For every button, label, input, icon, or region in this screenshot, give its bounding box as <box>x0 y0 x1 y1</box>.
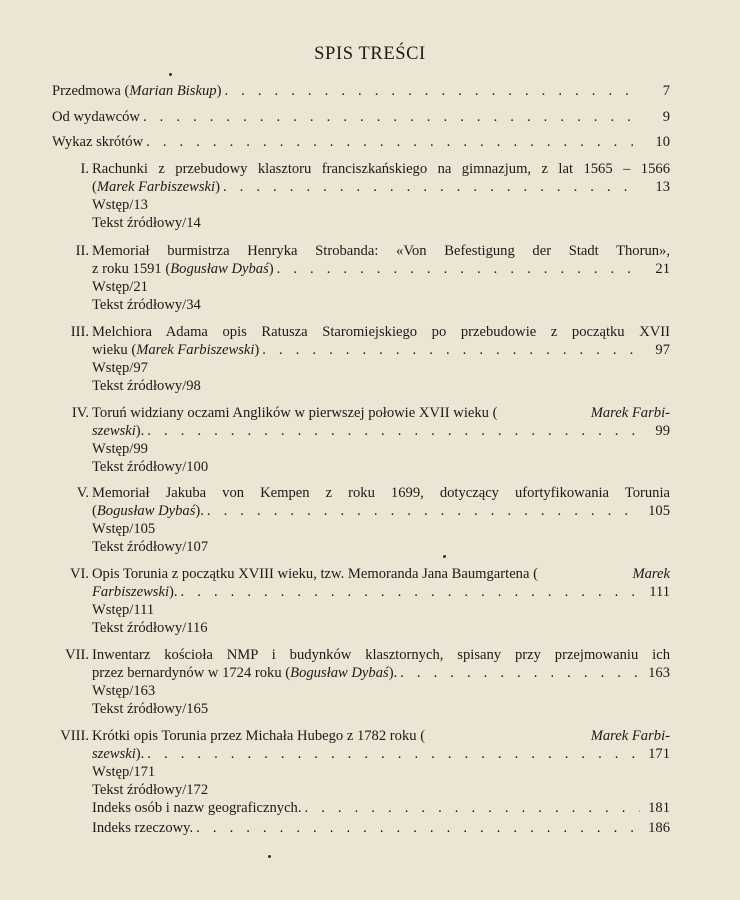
chapter-number: VIII. <box>60 728 89 744</box>
chapter-author: Marek Farbiszewski <box>136 342 255 358</box>
leader-dots <box>140 108 640 126</box>
contents-page: SPIS TREŚCI Przedmowa ( Marian Biskup ) . . . 7 Od wydawców . . . 9 Wykaz skrótów . . . 10 I. Rachunki z przebudowy klasztoru franciszkańskiego na gimnazjum, z lat 1565 – 1566 ( Marek Farbiszewski ) . . . 13 Wstęp/13 Tekst źródłowy/14 II. Memoriał burmistrza Henryka Strobanda: «Von Befestigung der Stadt Thorun», z roku 1591 ( Bogusław Dybaś ) . . . 21 Wstęp/21 Tekst źródłowy/34 III. Melchiora Adama opis Ratusza Staromiejskiego po przebudowie z początku XVII wieku ( Marek Farbiszewski ) . . . 97 Wstęp/97 Tekst źródłowy/98 IV. Toruń widziany oczami Anglików w pierwszej połowie XVII wieku ( Marek Farbi- szewski ). . . . 99 Wstęp/99 Tekst źródłowy/100 V. Memoriał Jakuba von Kempen z roku 1699, dotyczący ufortyfikowania Torunia ( Bogusław Dybaś ). . . . 105 Wstęp/105 Tekst źródłowy/107 VI. Opis Torunia z początku XVIII wieku, tzw. Memoranda Jana Baumgartena ( Marek Farbiszewski ). . . . 111 Wstęp/111 Tekst źródłowy/116 VII. Inwentarz kościoła NMP i budynków klasztornych, spisany przy przejmowaniu ich przez bernardynów w 1724 roku ( Bogusław Dybaś ). . . . 163 Wstęp/163 Tekst źródłowy/165 VIII. Krótki opis Torunia przez Michała Hubego z 1782 roku ( Marek Farbi- szewski ). . . . 171 Wstęp/171 Tekst źródłowy/172 Indeks osób i nazw geograficznych. . . . 181 Indeks rzeczowy. . . . 186 <box>0 0 740 900</box>
chapter-title: Toruń widziany oczami Anglików w pierwszej połowie XVII wieku ( <box>92 405 498 421</box>
chapter-number: III. <box>70 324 89 340</box>
toc-entry-abbreviations[interactable]: Wykaz skrótów . . . 10 <box>52 133 670 151</box>
leader-dots <box>178 583 640 601</box>
page-number: 171 <box>648 746 670 762</box>
page-number: 13 <box>655 179 670 195</box>
page-title: SPIS TREŚCI <box>314 44 426 64</box>
toc-entry-preface[interactable]: Przedmowa ( Marian Biskup ) . . . 7 <box>52 82 670 100</box>
source-text-entry[interactable]: Tekst źródłowy/172 <box>92 782 209 798</box>
leader-dots <box>204 502 640 520</box>
chapter-number: VI. <box>69 566 89 582</box>
intro-entry[interactable]: Wstęp/97 <box>92 360 148 376</box>
chapter-number: IV. <box>71 405 89 421</box>
leader-dots <box>397 664 640 682</box>
chapter-author: szewski <box>92 746 136 762</box>
intro-entry[interactable]: Wstęp/171 <box>92 764 156 780</box>
chapter-author: Bogusław Dybaś <box>170 261 269 277</box>
intro-entry[interactable]: Wstęp/163 <box>92 683 156 699</box>
page-number: 99 <box>655 423 670 439</box>
chapter-title: Memoriał burmistrza Henryka Strobanda: «Von Befestigung der Stadt Thorun», <box>92 243 670 259</box>
chapter-author: Bogusław Dybaś <box>96 503 196 519</box>
source-text-entry[interactable]: Tekst źródłowy/98 <box>92 378 201 394</box>
leader-dots <box>144 745 640 763</box>
leader-dots <box>193 819 640 837</box>
print-speck <box>169 73 172 76</box>
intro-entry[interactable]: Wstęp/111 <box>92 602 155 618</box>
chapter-number: V. <box>76 485 89 501</box>
print-speck <box>443 555 446 558</box>
chapter-number: VII. <box>65 647 89 663</box>
page-number: 21 <box>655 261 670 277</box>
page-number: 7 <box>662 83 670 99</box>
chapter-title: Rachunki z przebudowy klasztoru franciszkańskiego na gimnazjum, z lat 1565 – 1566 <box>92 161 670 177</box>
chapter-author: Marek Farbiszewski <box>96 179 216 195</box>
source-text-entry[interactable]: Tekst źródłowy/107 <box>92 539 209 555</box>
leader-dots <box>143 133 640 151</box>
chapter-title: Opis Torunia z początku XVIII wieku, tzw. Memoranda Jana Baumgartena ( <box>92 566 538 582</box>
page-number: 10 <box>655 134 670 150</box>
leader-dots <box>220 178 640 196</box>
chapter-title: Krótki opis Torunia przez Michała Hubego z 1782 roku ( <box>92 728 426 744</box>
page-number: 97 <box>655 342 670 358</box>
chapter-author: szewski <box>92 423 136 439</box>
toc-entry-index-persons-places[interactable]: Indeks osób i nazw geograficznych. . . . 181 <box>92 799 670 817</box>
chapter-number: II. <box>75 243 89 259</box>
leader-dots <box>274 260 640 278</box>
page-number: 181 <box>648 800 670 816</box>
leader-dots <box>221 82 640 100</box>
toc-entry-index-subjects[interactable]: Indeks rzeczowy. . . . 186 <box>92 819 670 837</box>
chapter-title: Inwentarz kościoła NMP i budynków klasztornych, spisany przy przejmowaniu ich <box>92 647 670 663</box>
page-number: 105 <box>648 503 670 519</box>
page-number: 163 <box>648 665 670 681</box>
leader-dots <box>144 422 640 440</box>
chapter-title: Melchiora Adama opis Ratusza Staromiejskiego po przebudowie z początku XVII <box>92 324 670 340</box>
chapter-number: I. <box>80 161 89 177</box>
page-number: 9 <box>662 109 670 125</box>
chapter-title: Memoriał Jakuba von Kempen z roku 1699, dotyczący ufortyfikowania Torunia <box>92 485 670 501</box>
page-number: 111 <box>649 584 670 600</box>
print-speck <box>268 855 271 858</box>
source-text-entry[interactable]: Tekst źródłowy/14 <box>92 215 201 231</box>
intro-entry[interactable]: Wstęp/21 <box>92 279 148 295</box>
leader-dots <box>259 341 640 359</box>
chapter-author: Farbiszewski <box>92 584 170 600</box>
chapter-author: Bogusław Dybaś <box>290 665 389 681</box>
toc-entry-editors[interactable]: Od wydawców . . . 9 <box>52 108 670 126</box>
leader-dots <box>302 799 640 817</box>
chapter-author: Marek <box>632 566 670 582</box>
source-text-entry[interactable]: Tekst źródłowy/116 <box>92 620 208 636</box>
source-text-entry[interactable]: Tekst źródłowy/34 <box>92 297 201 313</box>
page-number: 186 <box>648 820 670 836</box>
intro-entry[interactable]: Wstęp/105 <box>92 521 156 537</box>
chapter-author: Marek Farbi- <box>590 728 670 744</box>
source-text-entry[interactable]: Tekst źródłowy/100 <box>92 459 209 475</box>
source-text-entry[interactable]: Tekst źródłowy/165 <box>92 701 209 717</box>
intro-entry[interactable]: Wstęp/99 <box>92 441 148 457</box>
chapter-author: Marek Farbi- <box>590 405 670 421</box>
intro-entry[interactable]: Wstęp/13 <box>92 197 148 213</box>
